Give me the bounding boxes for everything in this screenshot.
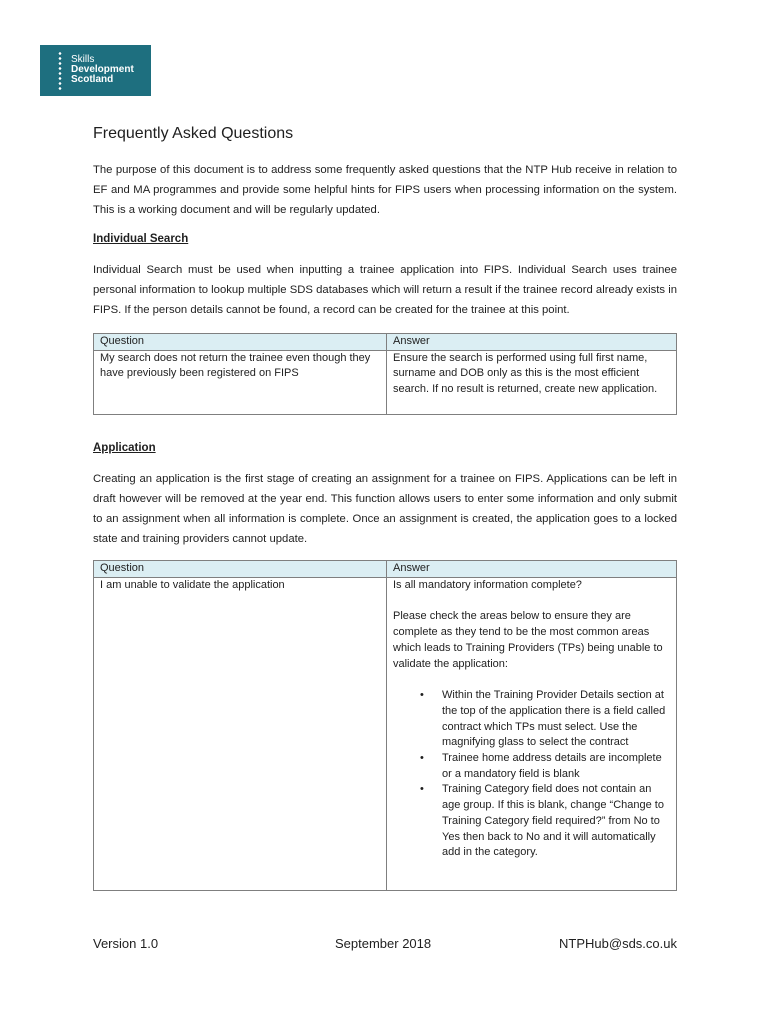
question-cell: I am unable to validate the application — [94, 577, 387, 890]
table-header-row — [94, 561, 677, 578]
logo-line-1: Skills — [71, 54, 95, 65]
answer-cell: Ensure the search is performed using full first name, surname and DOB only as this is the most efficient search. If no result is returned, create new application. — [387, 350, 677, 414]
answer-cell — [387, 577, 677, 890]
page-title: Frequently Asked Questions — [93, 125, 294, 142]
section-heading-application: Application — [93, 442, 156, 454]
question-cell: My search does not return the trainee even though they have previously been registered on FIPS — [94, 350, 387, 414]
column-header-question: Question — [94, 561, 387, 578]
footer-date: September 2018 — [335, 936, 432, 951]
list-item: • Training Category field does not contain an age group. If this is blank, change “Change to Training Category field required?” from No to Yes then back to No and it will automatically add in the category. — [393, 782, 670, 861]
individual-search-paragraph: Individual Search must be used when inputting a trainee application into FIPS. Individual Search uses trainee personal information to lookup multiple SDS databases which will return a result if the trainee record already exists in FIPS. If the person details cannot be found, a record can be created for the trainee at this point. — [93, 264, 677, 316]
footer-email: NTPHub@sds.co.uk — [559, 936, 677, 951]
list-item: • Within the Training Provider Details section at the top of the application there is a field called contract which TPs must select. Use the magnifying glass to select the contract — [393, 688, 670, 751]
individual-search-table — [93, 333, 677, 415]
column-header-question: Question — [94, 334, 387, 351]
table-row — [94, 350, 677, 414]
answer-bullet-list — [393, 688, 670, 861]
section-heading-individual-search: Individual Search — [93, 233, 189, 245]
list-item: • Trainee home address details are incomplete or a mandatory field is blank — [393, 751, 670, 782]
answer-detail: Please check the areas below to ensure they are complete as they tend to be the most common areas which leads to Training Providers (TPs) being unable to validate the application: — [393, 610, 663, 670]
logo-line-3: Scotland — [71, 74, 114, 85]
answer-intro: Is all mandatory information complete? — [393, 578, 582, 591]
column-header-answer: Answer — [387, 334, 677, 351]
table-row — [94, 577, 677, 890]
logo-line-2: Development — [71, 64, 134, 75]
application-paragraph: Creating an application is the first stage of creating an assignment for a trainee on FIPS. Applications can be left in draft however will be removed at the year end. This function allows users to enter some information and only submit to an assignment when all information is complete. Once an assignment is created, the application goes to a locked state and training providers cannot update. — [93, 473, 677, 545]
intro-paragraph: The purpose of this document is to address some frequently asked questions that the NTP Hub receive in relation to EF and MA programmes and provide some helpful hints for FIPS users when processing information on the system. This is a working document and will be regularly updated. — [93, 164, 677, 216]
table-header-row — [94, 334, 677, 351]
application-table — [93, 560, 677, 891]
footer-version: Version 1.0 — [93, 936, 159, 951]
logo-dots-icon — [58, 51, 62, 91]
sds-logo — [40, 45, 151, 96]
column-header-answer: Answer — [387, 561, 677, 578]
